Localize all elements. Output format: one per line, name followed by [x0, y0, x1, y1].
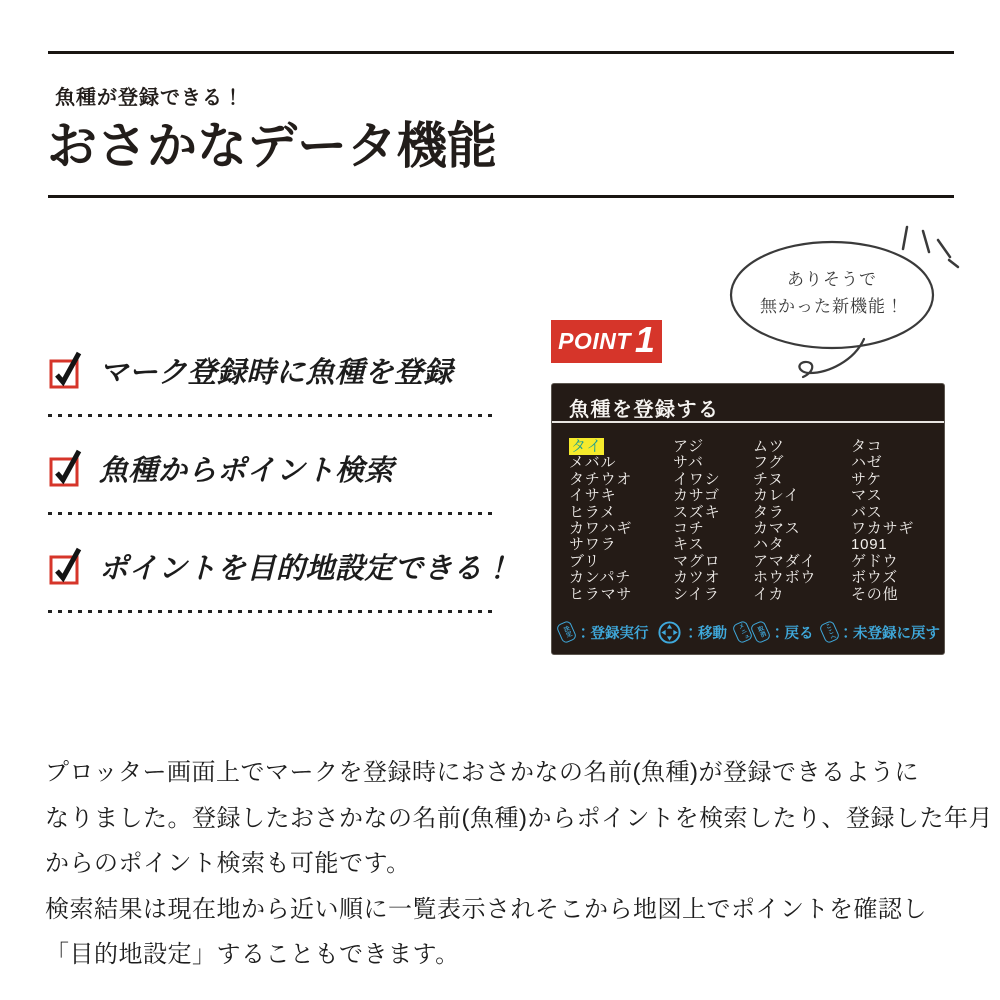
description-line: からのポイント検索も可能です。: [45, 850, 411, 877]
fish-item: ブリ: [569, 552, 601, 570]
point-1-badge: [551, 320, 662, 363]
remote-key-icon: 決定: [556, 620, 578, 644]
tagline: 魚種が登録できる！: [55, 87, 244, 109]
feature-checklist: [48, 350, 513, 644]
point-badge-word: POINT: [558, 328, 631, 354]
fish-item: ムツ: [753, 438, 785, 455]
description: [45, 750, 993, 978]
control-hint-label: ：戻る: [770, 625, 814, 642]
fish-item: カワハギ: [569, 519, 633, 537]
fish-item: イサキ: [569, 487, 617, 505]
checklist-item: [48, 350, 492, 390]
remote-key-icon: ここへ: [818, 620, 840, 644]
fish-item: タチウオ: [569, 470, 633, 488]
fish-item: サワラ: [569, 536, 617, 554]
dashed-divider: [48, 414, 492, 417]
screen-title-separator: [552, 421, 944, 423]
description-line: なりました。登録したおさかなの名前(魚種)からポイントを検索したり、登録した年月: [45, 804, 993, 832]
fish-item: チヌ: [753, 470, 784, 488]
remote-key-icon: メニュ: [732, 620, 754, 644]
speech-bubble-text: [737, 266, 927, 320]
fish-item: フグ: [753, 454, 785, 472]
fish-column: [673, 439, 720, 603]
fish-item: ボウズ: [851, 569, 898, 587]
fish-item: カレイ: [753, 487, 800, 505]
control-hint: [558, 622, 649, 643]
fish-item: イカ: [753, 585, 785, 603]
dpad-icon: [657, 620, 682, 645]
fish-item: その他: [851, 585, 899, 603]
fish-item: サバ: [673, 454, 704, 472]
fish-item: コチ: [673, 519, 705, 537]
speech-bubble-line2: 無かった新機能！: [760, 297, 904, 316]
dashed-divider: [48, 610, 492, 613]
speech-bubble-line1: ありそうで: [787, 270, 877, 289]
control-hint: [734, 622, 814, 643]
fish-item: イワシ: [673, 470, 721, 488]
fish-item: カンパチ: [569, 569, 632, 587]
selected-fish: タイ: [571, 438, 603, 455]
fish-item: キス: [673, 536, 705, 554]
screen-title: 魚種を登録する: [569, 399, 720, 421]
fish-column: [569, 439, 632, 603]
fish-item: ホウボウ: [753, 569, 817, 587]
remote-key-icon: 取消: [750, 620, 772, 644]
fish-item: ハゼ: [851, 454, 883, 472]
red-checkbox-icon: [48, 545, 82, 585]
fish-item: メバル: [569, 454, 617, 472]
fish-item: タコ: [851, 438, 883, 455]
fish-column: [851, 439, 914, 603]
red-checkbox-icon: [48, 349, 82, 389]
fish-item: バス: [851, 503, 883, 521]
fish-item: ヒラメ: [569, 503, 616, 521]
speech-bubble: [712, 213, 967, 398]
fish-item: カツオ: [673, 569, 721, 587]
red-checkbox-icon: [48, 447, 82, 487]
fish-item: マグロ: [673, 552, 721, 570]
control-hint-label: ：未登録に戻す: [838, 625, 940, 642]
description-line: プロッター画面上でマークを登録時におさかなの名前(魚種)が登録できるように: [45, 759, 920, 786]
fish-item: カサゴ: [673, 487, 720, 505]
fish-item: ヒラマサ: [569, 585, 633, 603]
fish-item: カマス: [753, 519, 801, 537]
checklist-item-label: マーク登録時に魚種を登録: [99, 356, 454, 389]
description-line: 検索結果は現在地から近い順に一覧表示されそこから地図上でポイントを確認し: [45, 895, 927, 923]
fish-item: ハタ: [753, 536, 785, 554]
fish-grid: [569, 439, 936, 605]
dashed-divider: [48, 512, 492, 515]
checklist-item: [48, 546, 513, 586]
checklist-item-label: ポイントを目的地設定できる！: [99, 552, 513, 585]
page-title: おさかなデータ機能: [47, 118, 497, 174]
checklist-item-label: 魚種からポイント検索: [99, 454, 395, 487]
fish-item: シイラ: [673, 585, 720, 603]
fish-item: タラ: [753, 503, 785, 521]
fish-register-screen: [551, 383, 945, 655]
control-hint-label: ：移動: [683, 625, 727, 642]
point-badge-number: 1: [634, 319, 655, 360]
checklist-item: [48, 448, 492, 488]
fish-item: サケ: [851, 470, 883, 488]
fish-item: マス: [851, 487, 883, 505]
control-bar: [558, 617, 941, 647]
description-line: 「目的地設定」することもできます。: [45, 941, 460, 968]
fish-item: 1091: [851, 536, 888, 554]
control-hint: [821, 622, 941, 643]
fish-column: [753, 439, 816, 603]
control-hint-label: ：登録実行: [576, 625, 649, 642]
fish-item: [569, 439, 632, 455]
fish-item: アジ: [673, 438, 705, 455]
fish-item: アマダイ: [753, 552, 816, 570]
title-underline-rule: [48, 195, 954, 198]
control-hint: [656, 620, 728, 645]
fish-item: ワカサギ: [851, 519, 915, 537]
top-rule: [48, 51, 954, 54]
fish-item: スズキ: [673, 503, 721, 521]
fish-item: ゲドウ: [851, 552, 899, 570]
